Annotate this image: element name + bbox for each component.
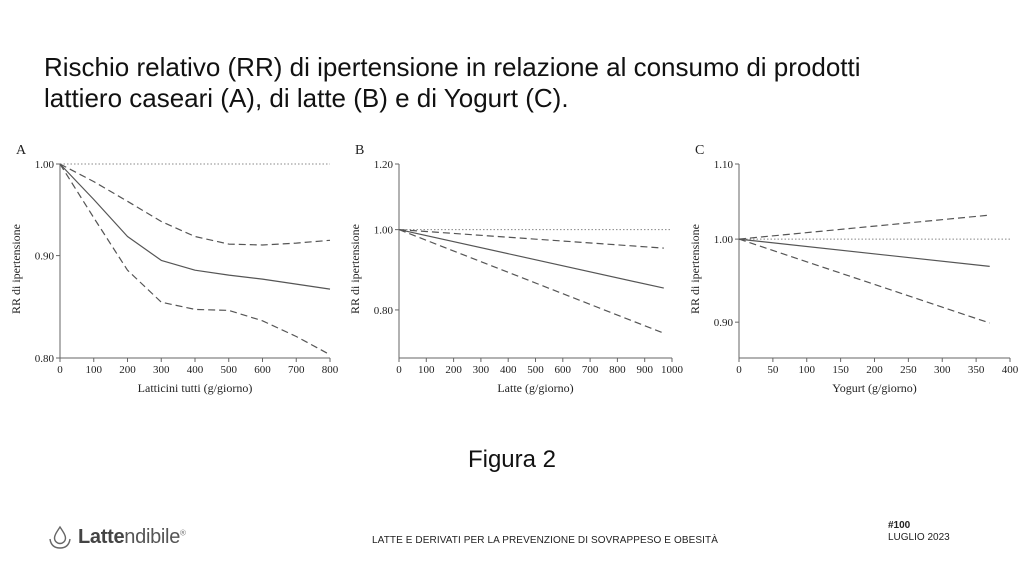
chart-panel-b (348, 143, 684, 395)
slide-title-line2: lattiero caseari (A), di latte (B) e di Yogurt (C). (44, 83, 569, 113)
x-tick-label: 100 (85, 364, 102, 376)
x-axis-label: Yogurt (g/giorno) (832, 381, 917, 395)
issue-number: #100 (888, 520, 911, 531)
issue-date: LUGLIO 2023 (888, 532, 950, 543)
x-tick-label: 300 (934, 364, 951, 376)
y-tick-label: 1.00 (34, 159, 54, 171)
x-tick-label: 800 (321, 364, 339, 376)
y-tick-label: 0.90 (34, 250, 54, 263)
y-tick-label: 0.80 (373, 304, 393, 317)
footer-issue (888, 520, 950, 544)
rr-estimate-line (60, 164, 330, 289)
x-tick-label: 50 (767, 364, 779, 376)
brand-wordmark (78, 526, 186, 549)
slide-title (44, 52, 984, 114)
brand-registered-mark: ® (180, 527, 186, 537)
x-tick-label: 100 (418, 364, 435, 376)
x-tick-label: 200 (119, 364, 136, 376)
x-tick-label: 400 (1001, 364, 1019, 376)
y-tick-label: 1.20 (373, 159, 393, 171)
x-tick-label: 0 (57, 364, 63, 376)
x-tick-label: 200 (866, 364, 883, 376)
figure-caption: Figura 2 (467, 446, 557, 473)
panel-label: B (355, 143, 365, 158)
footer-series-title: LATTE E DERIVATI PER LA PREVENZIONE DI SOVRAPPESO E OBESITÀ (372, 535, 718, 546)
ci-bound-line (739, 239, 990, 323)
y-axis-label: RR di ipertensione (688, 224, 702, 314)
chart-panel-a (9, 143, 339, 395)
rr-estimate-line (739, 239, 990, 266)
x-axis-label: Latte (g/giorno) (497, 381, 574, 395)
x-tick-label: 400 (186, 364, 204, 376)
ci-bound-line (60, 164, 330, 245)
panel-label: C (695, 143, 705, 158)
x-tick-label: 300 (153, 364, 170, 376)
milk-drop-icon (48, 524, 72, 550)
x-tick-label: 300 (472, 364, 490, 376)
x-tick-label: 250 (900, 364, 917, 376)
brand-logo (48, 522, 186, 552)
x-tick-label: 1000 (661, 364, 683, 376)
y-tick-label: 0.80 (34, 353, 54, 365)
x-tick-label: 500 (220, 364, 237, 376)
x-tick-label: 600 (554, 364, 572, 376)
x-tick-label: 500 (527, 364, 544, 376)
x-tick-label: 0 (736, 364, 742, 376)
x-tick-label: 0 (396, 364, 402, 376)
figure-charts (0, 136, 1024, 416)
x-tick-label: 600 (254, 364, 271, 376)
x-tick-label: 700 (581, 364, 599, 376)
brand-wordmark-rest: ndibile (124, 525, 181, 548)
x-tick-label: 100 (798, 364, 815, 376)
brand-wordmark-bold: Latte (78, 525, 125, 548)
x-tick-label: 150 (832, 364, 849, 376)
y-axis-label: RR di ipertensione (348, 224, 362, 314)
x-tick-label: 700 (288, 364, 305, 376)
y-tick-label: 1.00 (373, 224, 393, 237)
x-tick-label: 900 (636, 364, 653, 376)
x-tick-label: 200 (445, 364, 462, 376)
y-axis-label: RR di ipertensione (9, 224, 23, 314)
x-axis-label: Latticini tutti (g/giorno) (137, 381, 253, 395)
panel-label: A (16, 143, 27, 158)
y-tick-label: 1.00 (713, 234, 733, 247)
y-tick-label: 1.10 (713, 159, 733, 171)
x-tick-label: 350 (967, 364, 985, 376)
ci-bound-line (60, 164, 330, 355)
chart-panel-c (688, 143, 1019, 395)
x-tick-label: 400 (499, 364, 517, 376)
slide-title-line1: Rischio relativo (RR) di ipertensione in relazione al consumo di prodotti (44, 52, 861, 82)
x-tick-label: 800 (609, 364, 626, 376)
ci-bound-line (739, 215, 990, 239)
y-tick-label: 0.90 (713, 317, 733, 330)
